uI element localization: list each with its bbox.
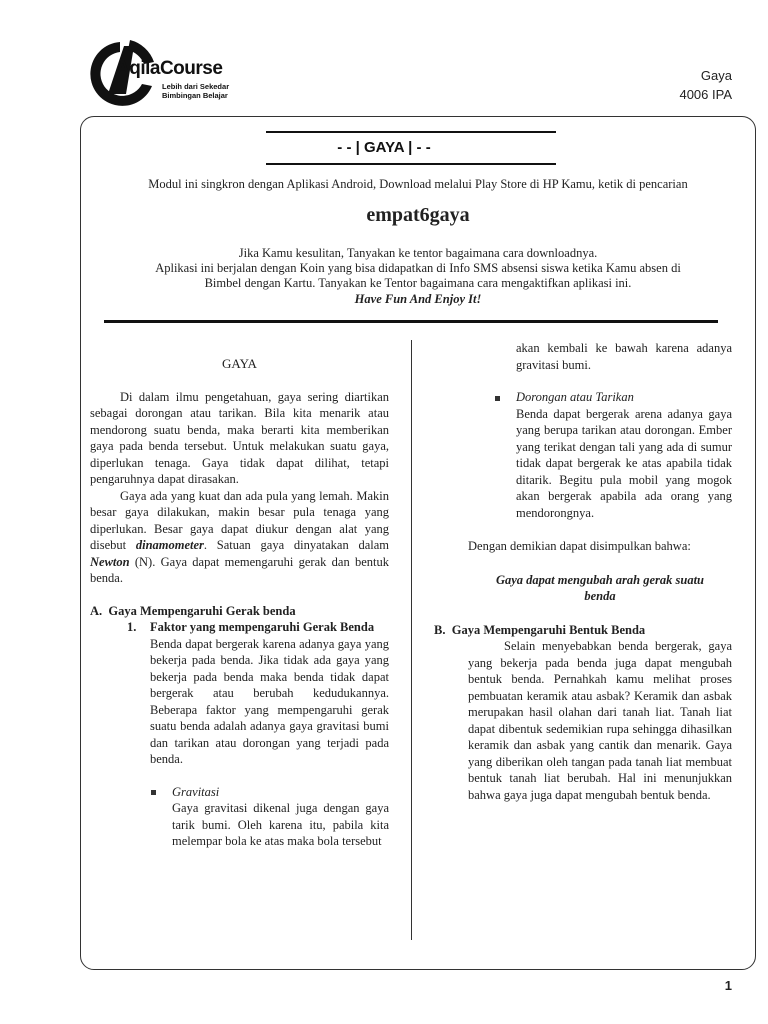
logo bbox=[90, 36, 250, 110]
subsection-1-text: Benda dapat bergerak karena adanya gaya yang bekerja pada benda. Jika tidak ada gaya yang bekerja pada benda maka benda tidak dapat bergerak atau berubah kedudukannya. Beberapa faktor yang mempengaruhi gerak suatu benda adalah adanya gaya gravitasi bumi dan tarikan atau dorongan yang terjadi pada benda. bbox=[150, 636, 389, 766]
intro-line-3: Aplikasi ini berjalan dengan Koin yang bisa didapatkan di Info SMS absensi siswa ketika Kamu absen di bbox=[155, 261, 681, 275]
conclusion-statement: Gaya dapat mengubah arah gerak suatu benda bbox=[495, 572, 705, 603]
title-rule-top bbox=[266, 131, 556, 133]
paragraph-2: Gaya ada yang kuat dan ada pula yang lemah. Makin besar gaya dilakukan, makin besar pula tenaga yang diperlukan. Besar gaya dapat diukur dengan alat yang disebut dinamometer. Satuan gaya dinyatakan dalam Newton (N). Gaya dapat memengaruhi gerak dan bentuk benda. bbox=[90, 488, 390, 585]
intro-line-1: Modul ini singkron dengan Aplikasi Android, Download melalui Play Store di HP Kamu, ketik di pencarian bbox=[148, 177, 688, 191]
column-separator bbox=[411, 340, 412, 940]
term-dinamometer: dinamometer bbox=[135, 538, 204, 552]
continued-text: akan kembali ke bawah karena adanya gravitasi bumi. bbox=[516, 341, 732, 372]
bullet-square-icon bbox=[151, 790, 156, 795]
subsection-1-heading: Faktor yang mempengaruhi Gerak Benda bbox=[150, 620, 375, 634]
section-b-text: Selain menyebabkan benda bergerak, gaya yang bekerja pada benda juga dapat mengubah bentuk benda. Pernahkah kamu melihat proses pembuatan keramik atau asbak? Keramik dan asbak merupakan hasil olahan dari tanah liat. Tanah liat dapat dibentuk sedemikian rupa sehingga dihasilkan keramik dan asbak yang cantik dan menarik. Gaya yang diberikan oleh tangan pada tanah liat membuat bentuk tanah liat berubah. Hal ini menunjukkan bahwa gaya juga dapat mengubah bentuk benda. bbox=[468, 639, 732, 802]
term-newton: Newton bbox=[90, 554, 130, 569]
page-number: 1 bbox=[724, 978, 732, 993]
section-heading: GAYA bbox=[222, 356, 257, 371]
intro-line-4: Bimbel dengan Kartu. Tanyakan ke Tentor bagaimana cara mengaktifkan aplikasi ini. bbox=[204, 276, 632, 290]
logo-text: AqilaCourse bbox=[116, 58, 223, 79]
paragraph-1: Di dalam ilmu pengetahuan, gaya sering diartikan sebagai dorongan atau tarikan. Bila kita menarik atau mendorong suatu benda, maka berarti kita memberikan gaya pada benda tersebut. Untuk melakukan suatu gaya, diperlukan tenaga. Gaya tidak dapat dilihat, tetapi pengaruhnya dapat dirasakan. bbox=[90, 389, 389, 486]
header-info bbox=[679, 66, 732, 104]
bullet-square-icon bbox=[495, 396, 500, 401]
bullet-gravitasi-text: Gaya gravitasi dikenal juga dengan gaya tarik bumi. Oleh karena itu, pabila kita melempar bola ke atas maka bola tersebut bbox=[172, 801, 389, 848]
section-a-heading: A. Gaya Mempengaruhi Gerak benda bbox=[90, 603, 296, 618]
header-code: 4006 IPA bbox=[679, 87, 732, 102]
header-topic: Gaya bbox=[700, 68, 732, 83]
left-column bbox=[90, 356, 389, 850]
logo-tagline: Lebih dari Sekedar Bimbingan Belajar bbox=[162, 82, 230, 100]
title-rule-bottom bbox=[266, 163, 556, 165]
intro-line-2: Jika Kamu kesulitan, Tanyakan ke tentor bagaimana cara downloadnya. bbox=[238, 246, 598, 260]
section-b-heading: B. Gaya Mempengaruhi Bentuk Benda bbox=[434, 622, 646, 637]
bullet-dorongan: Dorongan atau Tarikan Benda dapat bergerak arena adanya gaya yang berupa tarikan atau dorongan. Ember yang terikat dengan tali yang ada di sumur tidak dapat bergerak ke atas apabila tidak ditarik. Begitu pula mobil yang mogok akan bergerak apabila ada orang yang mendorongnya. bbox=[468, 389, 732, 521]
page-title: - - | GAYA | - - bbox=[337, 139, 431, 156]
conclusion-text: Dengan demikian dapat disimpulkan bahwa: bbox=[468, 539, 691, 553]
intro-line-5: Have Fun And Enjoy It! bbox=[354, 292, 482, 306]
right-column bbox=[434, 340, 732, 803]
intro-divider bbox=[104, 320, 718, 323]
bullet-dorongan-text: Benda dapat bergerak arena adanya gaya yang berupa tarikan atau dorongan. Ember yang terikat dengan tali yang ada di sumur tidak dapat bergerak ke atas apabila tidak ditarik. Begitu pula mobil yang mogok akan bergerak apabila ada orang yang mendorongnya. bbox=[516, 406, 732, 520]
app-name: empat6gaya bbox=[366, 204, 470, 226]
subsection-1: 1. Faktor yang mempengaruhi Gerak Benda Benda dapat bergerak karena adanya gaya yang bekerja pada benda. Jika tidak ada gaya yang bekerja pada benda maka benda tidak dapat bergerak atau berubah kedudukannya. Beberapa faktor yang mempengaruhi gerak suatu benda adalah adanya gaya gravitasi bumi dan tarikan atau dorongan yang terjadi pada benda. bbox=[127, 620, 389, 766]
bullet-gravitasi: Gravitasi Gaya gravitasi dikenal juga dengan gaya tarik bumi. Oleh karena itu, pabila kita melempar bola ke atas maka bola tersebut bbox=[90, 784, 389, 850]
